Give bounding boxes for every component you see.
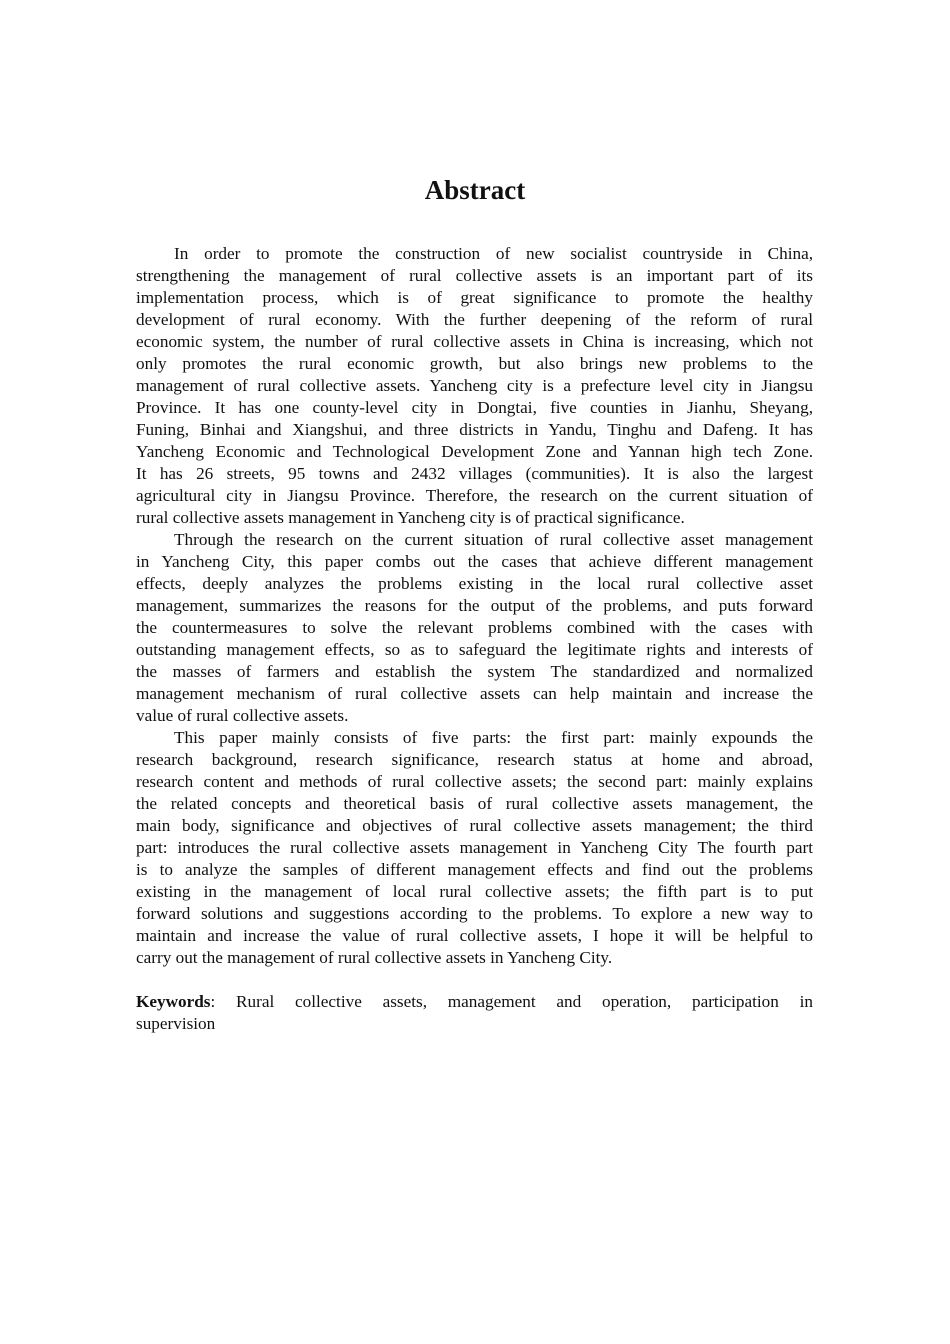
keywords-label: Keywords — [136, 992, 211, 1011]
text-line: carry out the management of rural collective assets in Yancheng City. — [136, 948, 613, 967]
abstract-paragraph — [136, 529, 813, 727]
text-line: maintain and increase the value of rural collective assets, I hope it will be helpful to — [136, 926, 813, 945]
text-line: management mechanism of rural collective assets can help maintain and increase the — [136, 684, 813, 703]
text-line: value of rural collective assets. — [136, 706, 349, 725]
keywords — [136, 991, 813, 1035]
text-line: Province. It has one county-level city in Dongtai, five counties in Jianhu, Sheyang, — [136, 398, 813, 417]
text-line: implementation process, which is of great significance to promote the healthy — [136, 288, 813, 307]
text-line: only promotes the rural economic growth, but also brings new problems to the — [136, 354, 813, 373]
text-line: strengthening the management of rural collective assets is an important part of its — [136, 266, 813, 285]
text-line: rural collective assets management in Yancheng city is of practical significance. — [136, 508, 685, 527]
text-line: the countermeasures to solve the relevant problems combined with the cases with — [136, 618, 813, 637]
text-line: main body, significance and objectives of rural collective assets management; the third — [136, 816, 813, 835]
abstract-paragraph — [136, 243, 813, 529]
text-line: the masses of farmers and establish the system The standardized and normalized — [136, 662, 813, 681]
text-line: development of rural economy. With the further deepening of the reform of rural — [136, 310, 813, 329]
abstract-paragraph — [136, 727, 813, 969]
page-title: Abstract — [424, 175, 526, 205]
text-line: the related concepts and theoretical basis of rural collective assets management, the — [136, 794, 813, 813]
keywords-text: supervision — [136, 1014, 216, 1033]
text-line: in Yancheng City, this paper combs out the cases that achieve different management — [136, 552, 813, 571]
text-line: In order to promote the construction of new socialist countryside in China, — [174, 244, 813, 263]
text-line: research background, research significance, research status at home and abroad, — [136, 750, 813, 769]
text-line: agricultural city in Jiangsu Province. Therefore, the research on the current situation of — [136, 486, 813, 505]
spacer — [136, 969, 813, 991]
text-line: Yancheng Economic and Technological Development Zone and Yannan high tech Zone. — [136, 442, 813, 461]
text-line: It has 26 streets, 95 towns and 2432 villages (communities). It is also the largest — [136, 464, 813, 483]
text-line: forward solutions and suggestions according to the problems. To explore a new way to — [136, 904, 813, 923]
text-line: effects, deeply analyzes the problems existing in the local rural collective asset — [136, 574, 813, 593]
text-line: existing in the management of local rural collective assets; the fifth part is to put — [136, 882, 813, 901]
text-line: outstanding management effects, so as to safeguard the legitimate rights and interests of — [136, 640, 813, 659]
text-line: economic system, the number of rural collective assets in China is increasing, which not — [136, 332, 813, 351]
text-line: Funing, Binhai and Xiangshui, and three districts in Yandu, Tinghu and Dafeng. It has — [136, 420, 813, 439]
abstract-body — [136, 243, 813, 1035]
keywords-text: : Rural collective assets, management and operation, participation in — [210, 992, 813, 1011]
text-line: research content and methods of rural collective assets; the second part: mainly explains — [136, 772, 813, 791]
text-line: Through the research on the current situation of rural collective asset management — [174, 530, 813, 549]
keywords-line — [136, 991, 813, 1013]
text-line: management of rural collective assets. Yancheng city is a prefecture level city in Jiangsu — [136, 376, 813, 395]
text-line: This paper mainly consists of five parts: the first part: mainly expounds the — [174, 728, 813, 747]
text-line: part: introduces the rural collective assets management in Yancheng City The fourth part — [136, 838, 813, 857]
text-line: is to analyze the samples of different management effects and find out the problems — [136, 860, 813, 879]
text-line: management, summarizes the reasons for the output of the problems, and puts forward — [136, 596, 813, 615]
